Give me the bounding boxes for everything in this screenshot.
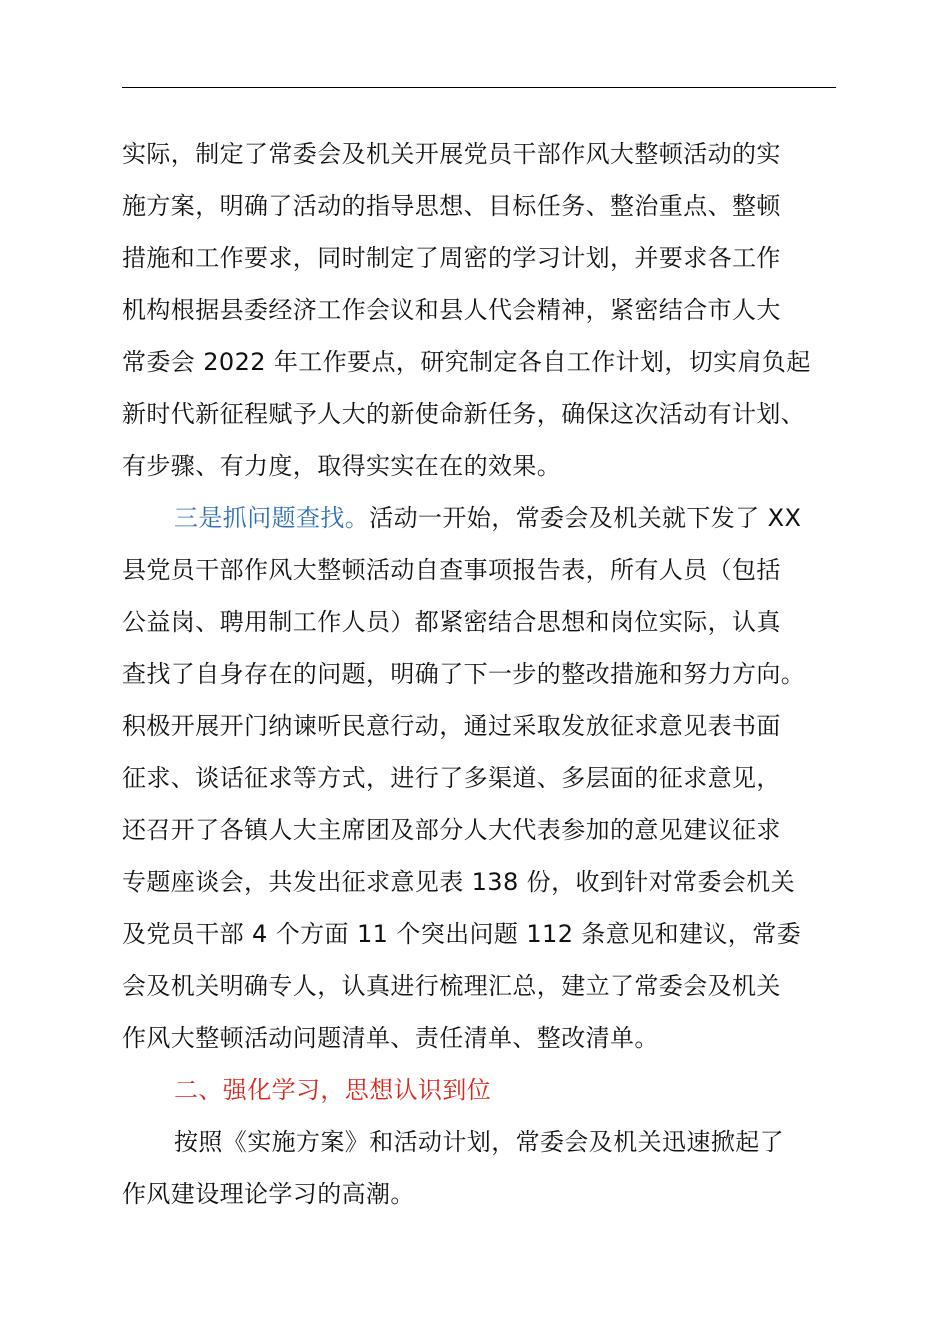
paragraph-plan xyxy=(122,128,862,492)
text-line: 实际，制定了常委会及机关开展党员干部作风大整顿活动的实 xyxy=(122,140,781,168)
text-line: 查找了自身存在的问题，明确了下一步的整改措施和努力方向。 xyxy=(122,660,806,688)
text-line: 还召开了各镇人大主席团及部分人大代表参加的意见建议征求 xyxy=(122,816,781,844)
text-line: 及党员干部 4 个方面 11 个突出问题 112 条意见和建议，常委 xyxy=(122,920,801,948)
paragraph-study xyxy=(122,1116,862,1220)
text-line: 有步骤、有力度，取得实实在在的效果。 xyxy=(122,452,562,480)
text-line: 积极开展开门纳谏听民意行动，通过采取发放征求意见表书面 xyxy=(122,712,781,740)
inline-text: 活动一开始，常委会及机关就下发了 XX xyxy=(369,504,802,532)
text-line: 作风大整顿活动问题清单、责任清单、整改清单。 xyxy=(122,1024,659,1052)
text-line: 作风建设理论学习的高潮。 xyxy=(122,1180,415,1208)
text-line: 专题座谈会，共发出征求意见表 138 份，收到针对常委会机关 xyxy=(122,868,796,896)
text-line: 新时代新征程赋予人大的新使命新任务，确保这次活动有计划、 xyxy=(122,400,806,428)
text-line: 机构根据县委经济工作会议和县人代会精神，紧密结合市人大 xyxy=(122,296,781,324)
text-line: 县党员干部作风大整顿活动自查事项报告表，所有人员（包括 xyxy=(122,556,781,584)
text-line: 会及机关明确专人，认真进行梳理汇总，建立了常委会及机关 xyxy=(122,972,781,1000)
inline-heading: 三是抓问题查找。 xyxy=(174,504,370,532)
header-rule xyxy=(122,87,836,88)
text-line: 常委会 2022 年工作要点，研究制定各自工作计划，切实肩负起 xyxy=(122,348,811,376)
text-line: 施方案，明确了活动的指导思想、目标任务、整治重点、整顿 xyxy=(122,192,781,220)
paragraph-first-line xyxy=(122,492,862,544)
text-line: 征求、谈话征求等方式，进行了多渠道、多层面的征求意见， xyxy=(122,764,781,792)
text-line: 公益岗、聘用制工作人员）都紧密结合思想和岗位实际，认真 xyxy=(122,608,781,636)
text-line: 按照《实施方案》和活动计划，常委会及机关迅速掀起了 xyxy=(174,1128,784,1156)
document-body xyxy=(122,128,862,1220)
text-line: 措施和工作要求，同时制定了周密的学习计划，并要求各工作 xyxy=(122,244,781,272)
section-heading: 二、强化学习，思想认识到位 xyxy=(174,1076,492,1104)
paragraph-problem-finding xyxy=(122,492,862,1064)
